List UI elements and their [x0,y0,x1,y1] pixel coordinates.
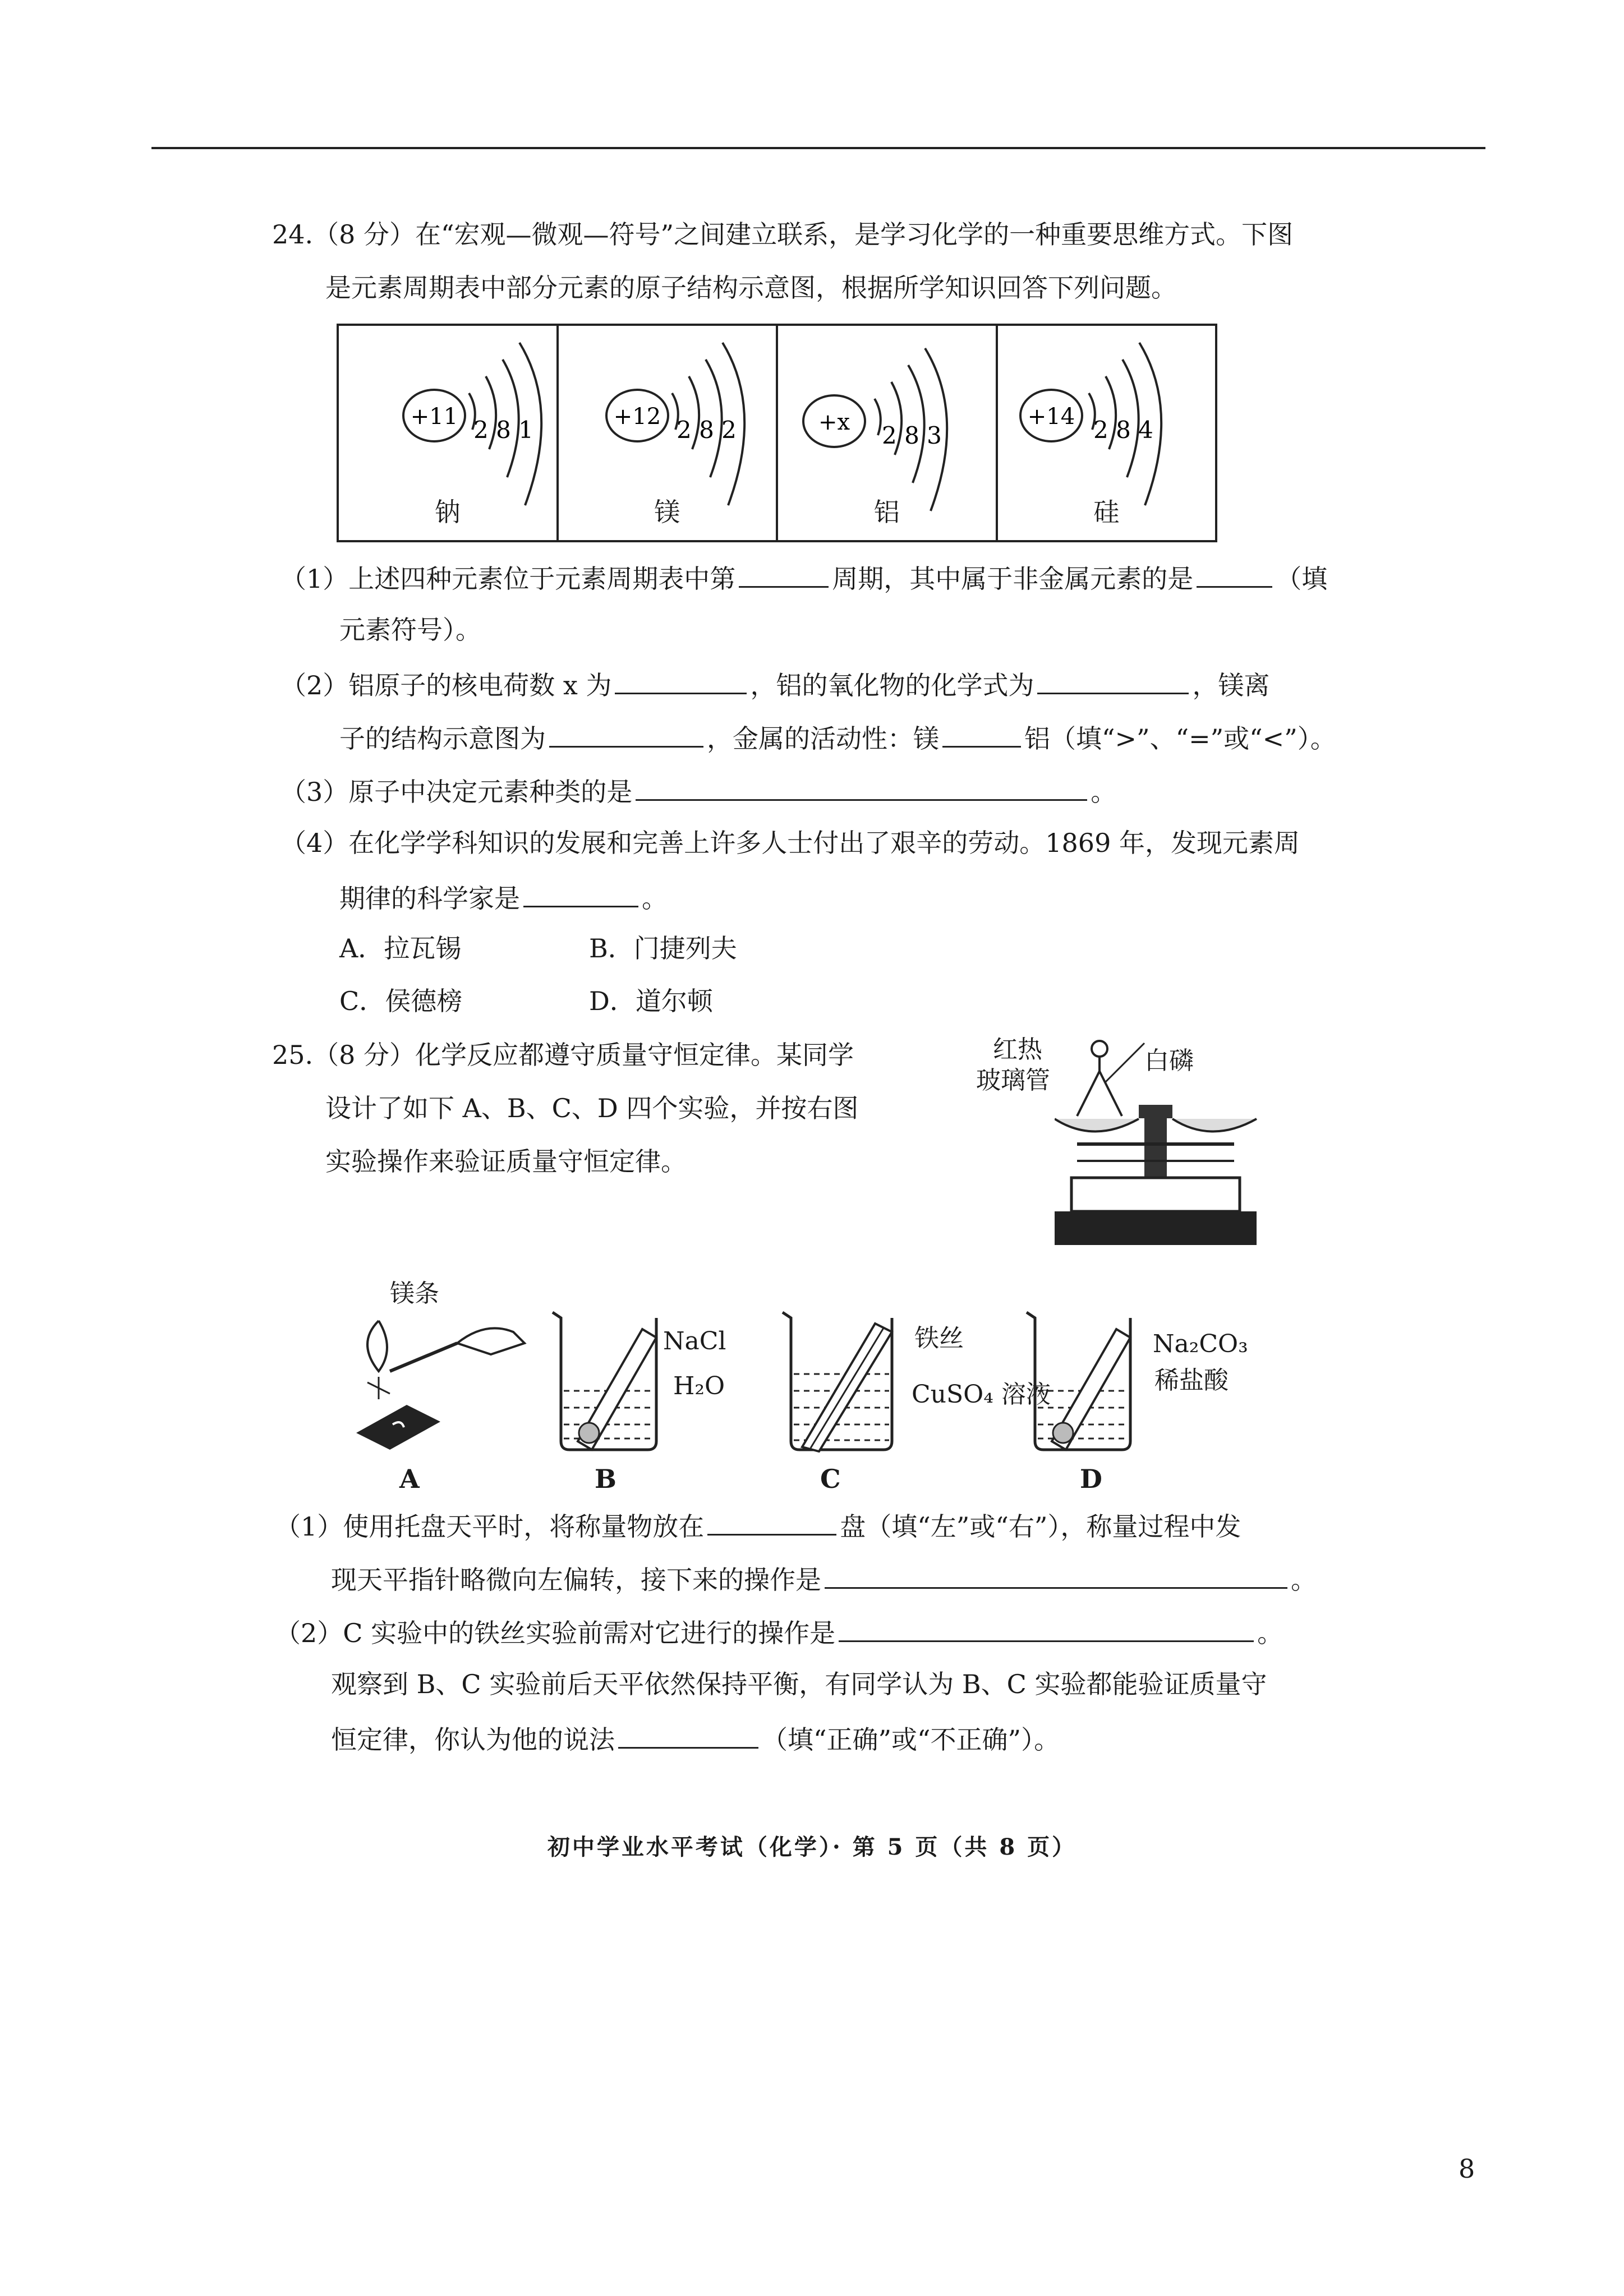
nucleus-label: +x [818,409,850,435]
q25-p1a: （1）使用托盘天平时，将称量物放在 [275,1511,705,1542]
answer-blank-oxide-formula[interactable] [1037,670,1189,694]
q24-p1a: （1）上述四种元素位于元素周期表中第 [280,564,736,594]
answer-blank-fe-treatment[interactable] [839,1618,1254,1642]
answer-blank-period[interactable] [739,564,829,588]
q24-p1c: （填 [1276,564,1328,594]
answer-blank-x[interactable] [615,670,747,694]
answer-blank-ion-diagram[interactable] [549,723,703,748]
q25-p2d: 恒定律，你认为他的说法 [331,1725,615,1755]
q24-p3b: 。 [1091,777,1117,807]
q25-p2b: 。 [1257,1618,1283,1648]
option-c: C．侯德榜 [339,986,463,1016]
atom-cell-sodium [339,326,559,540]
option-b: B．门捷列夫 [589,933,737,963]
q24-part3 [280,777,1116,805]
q25-p2a: （2）C 实验中的铁丝实验前需对它进行的操作是 [275,1618,836,1648]
experiment-b-figure [547,1307,670,1453]
experiment-c-figure [777,1307,906,1453]
answer-blank-pan[interactable] [707,1511,836,1536]
q25-p1b: 盘（填“左”或“右”），称量过程中发 [840,1511,1241,1542]
label-fe-wire: 铁丝 [914,1324,964,1353]
q24-p3a: （3）原子中决定元素种类的是 [280,777,633,807]
q25-p2c: 观察到 B、C 实验前后天平依然保持平衡，有同学认为 B、C 实验都能验证质量守 [331,1669,1267,1699]
q25-p1c: 现天平指针略微向左偏转，接下来的操作是 [331,1565,821,1595]
label-nacl: NaCl [663,1327,726,1356]
experiment-a-letter: A [399,1464,420,1494]
q24-p2d: 子的结构示意图为 [339,723,546,754]
experiment-b-letter: B [595,1464,617,1494]
shell-label: 2 8 1 [473,416,533,444]
experiment-d-figure [1021,1307,1144,1453]
q24-p2b: ，铝的氧化物的化学式为 [750,670,1034,700]
balance-figure [1055,1032,1279,1262]
label-na2co3: Na₂CO₃ [1153,1330,1248,1358]
q24-part2-line1 [280,670,1269,698]
atom-name-aluminum: 铝 [873,497,900,527]
answer-blank-correctness[interactable] [618,1725,758,1749]
experiment-c-letter: C [820,1464,841,1494]
q24-p2c: ，镁离 [1192,670,1270,700]
atom-name-sodium: 钠 [434,497,461,527]
page-footer: 初中学业水平考试（化学）· 第 5 页（共 8 页） [547,1834,1077,1860]
label-white-phosphorus: 白磷 [1144,1046,1194,1075]
shell-label: 2 8 3 [882,422,942,449]
option-d: D．道尔顿 [589,986,713,1016]
answer-blank-activity[interactable] [942,723,1021,748]
top-rule [151,147,1485,149]
answer-blank-next-operation[interactable] [825,1565,1287,1589]
q25-part1-line2 [331,1565,1317,1593]
atom-structure-table [337,324,1217,542]
shell-label: 2 8 4 [1093,416,1153,444]
q24-p4a: （4）在化学学科知识的发展和完善上许多人士付出了艰辛的劳动。1869 年，发现元素周 [280,828,1300,858]
atom-name-silicon: 硅 [1093,497,1120,527]
answer-blank-element-type[interactable] [636,777,1087,801]
label-mg-strip: 镁条 [390,1279,439,1308]
q25-part1-line1 [275,1511,1241,1542]
label-red-hot: 红热 [993,1035,1042,1064]
q24-p4b: 期律的科学家是 [339,883,520,914]
q25-line3: 实验操作来验证质量守恒定律。 [325,1146,687,1177]
q24-line1: 24.（8 分）在“宏观—微观—符号”之间建立联系，是学习化学的一种重要思维方式。下图 [272,219,1294,250]
q24-p2a: （2）铝原子的核电荷数 x 为 [280,670,612,700]
label-dilute-hcl: 稀盐酸 [1154,1366,1229,1395]
q25-p1d: 。 [1291,1565,1317,1595]
q24-part4-line2 [339,883,668,914]
q24-p2e: ，金属的活动性：镁 [707,723,939,754]
q24-p1b: 周期，其中属于非金属元素的是 [832,564,1194,594]
experiment-d-letter: D [1080,1464,1102,1494]
q25-line1: 25.（8 分）化学反应都遵守质量守恒定律。某同学 [272,1040,854,1070]
label-h2o: H₂O [673,1372,725,1400]
answer-blank-scientist[interactable] [523,883,638,907]
option-a: A．拉瓦锡 [339,933,462,963]
atom-cell-aluminum [778,326,998,540]
nucleus-label: +12 [613,404,661,430]
q25-p2e: （填“正确”或“不正确”）。 [762,1725,1060,1755]
nucleus-label: +14 [1027,404,1075,430]
q24-p2f: 铝（填“>”、“=”或“<”）。 [1024,723,1336,754]
nucleus-label: +11 [410,404,458,430]
q24-part1-line1 [280,564,1327,592]
q24-line2: 是元素周期表中部分元素的原子结构示意图，根据所学知识回答下列问题。 [325,273,1177,303]
shell-label: 2 8 2 [676,416,737,444]
q24-part2-line2 [339,723,1336,754]
atom-cell-silicon [998,326,1216,540]
q25-line2: 设计了如下 A、B、C、D 四个实验，并按右图 [325,1093,859,1123]
page-number: 8 [1459,2154,1475,2184]
q24-p1d: 元素符号）。 [339,615,481,645]
atom-cell-magnesium [559,326,779,540]
q25-part2-line1 [275,1618,1283,1646]
label-glass-tube: 玻璃管 [976,1066,1050,1095]
q25-part2-line3 [331,1725,1060,1753]
q24-p4c: 。 [642,883,668,914]
label-cuso4: CuSO₄ 溶液 [912,1380,1051,1409]
experiment-a-figure [345,1310,530,1450]
answer-blank-nonmetal[interactable] [1197,564,1272,588]
atom-name-magnesium: 镁 [654,497,680,527]
